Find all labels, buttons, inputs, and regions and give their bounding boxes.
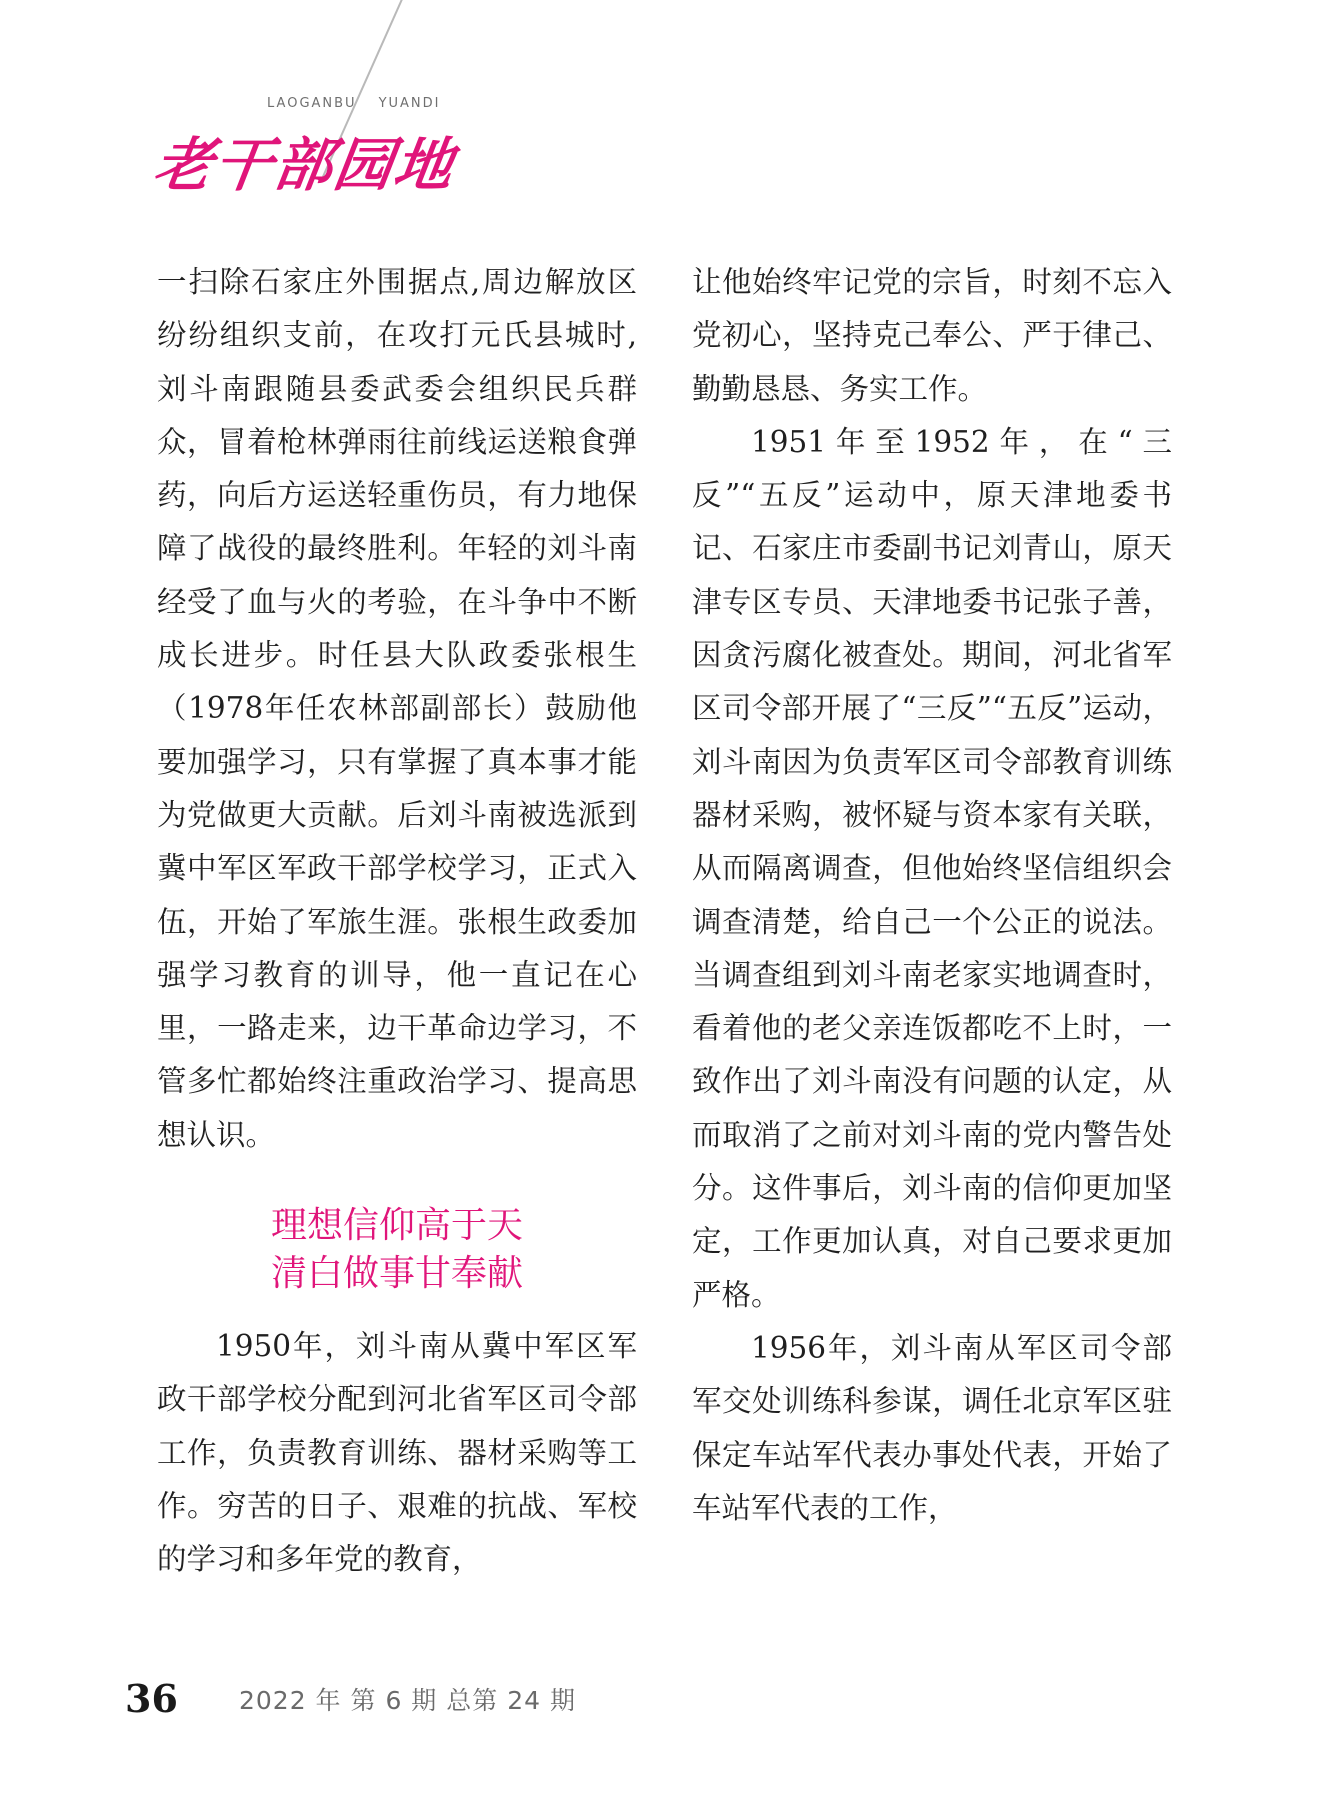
page-footer <box>125 1676 576 1721</box>
left-paragraph-1: 一扫除石家庄外围据点,周边解放区纷纷组织支前，在攻打元氏县城时,刘斗南跟随县委武委会组织民兵群众，冒着枪林弹雨往前线运送粮食弹药，向后方运送轻重伤员，有力地保障了战役的最终胜利。年轻的刘斗南经受了血与火的考验，在斗争中不断成长进步。时任县大队政委张根生（1978年任农林部副部长）鼓励他要加强学习，只有掌握了真本事才能为党做更大贡献。后刘斗南被选派到冀中军区军政干部学校学习，正式入伍，开始了军旅生涯。张根生政委加强学习教育的训导，他一直记在心里，一路走来，边干革命边学习，不管多忙都始终注重政治学习、提高思想认识。 <box>157 265 637 1152</box>
section-subheading <box>157 1202 637 1298</box>
right-paragraph-1: 让他始终牢记党的宗旨，时刻不忘入党初心，坚持克己奉公、严于律己、勤勤恳恳、务实工作。 <box>692 265 1172 406</box>
subheading-line-1: 理想信仰高于天 <box>270 1205 523 1247</box>
right-paragraph-3: 1956年，刘斗南从军区司令部军交处训练科参谋，调任北京军区驻保定车站军代表办事处代表，开始了车站军代表的工作， <box>692 1330 1172 1525</box>
page-number: 36 <box>125 1676 178 1721</box>
issue-info: 2022 年 第 6 期 总第 24 期 <box>238 1685 576 1715</box>
right-paragraph-2: 1951年至1952年，在“三反”“五反”运动中，原天津地委书记、石家庄市委副书记刘青山，原天津专区专员、天津地委书记张子善，因贪污腐化被查处。期间，河北省军区司令部开展了“三反”“五反”运动，刘斗南因为负责军区司令部教育训练器材采购，被怀疑与资本家有关联，从而隔离调查，但他始终坚信组织会调查清楚，给自己一个公正的说法。当调查组到刘斗南老家实地调查时，看着他的老父亲连饭都吃不上时，一致作出了刘斗南没有问题的认定，从而取消了之前对刘斗南的党内警告处分。这件事后，刘斗南的信仰更加坚定，工作更加认真，对自己要求更加严格。 <box>692 424 1172 1312</box>
column-name-pinyin-right: YUANDI <box>378 96 441 111</box>
column-name-pinyin <box>267 96 441 111</box>
left-text-column <box>157 256 637 1587</box>
subheading-line-2: 清白做事甘奉献 <box>270 1253 523 1295</box>
column-logo: 老干部园地 <box>149 131 460 199</box>
right-text-column <box>692 256 1172 1535</box>
left-paragraph-2: 1950年，刘斗南从冀中军区军政干部学校分配到河北省军区司令部工作，负责教育训练、器材采购等工作。穷苦的日子、艰难的抗战、军校的学习和多年党的教育， <box>157 1329 637 1577</box>
column-name-pinyin-left: LAOGANBU <box>267 96 357 111</box>
